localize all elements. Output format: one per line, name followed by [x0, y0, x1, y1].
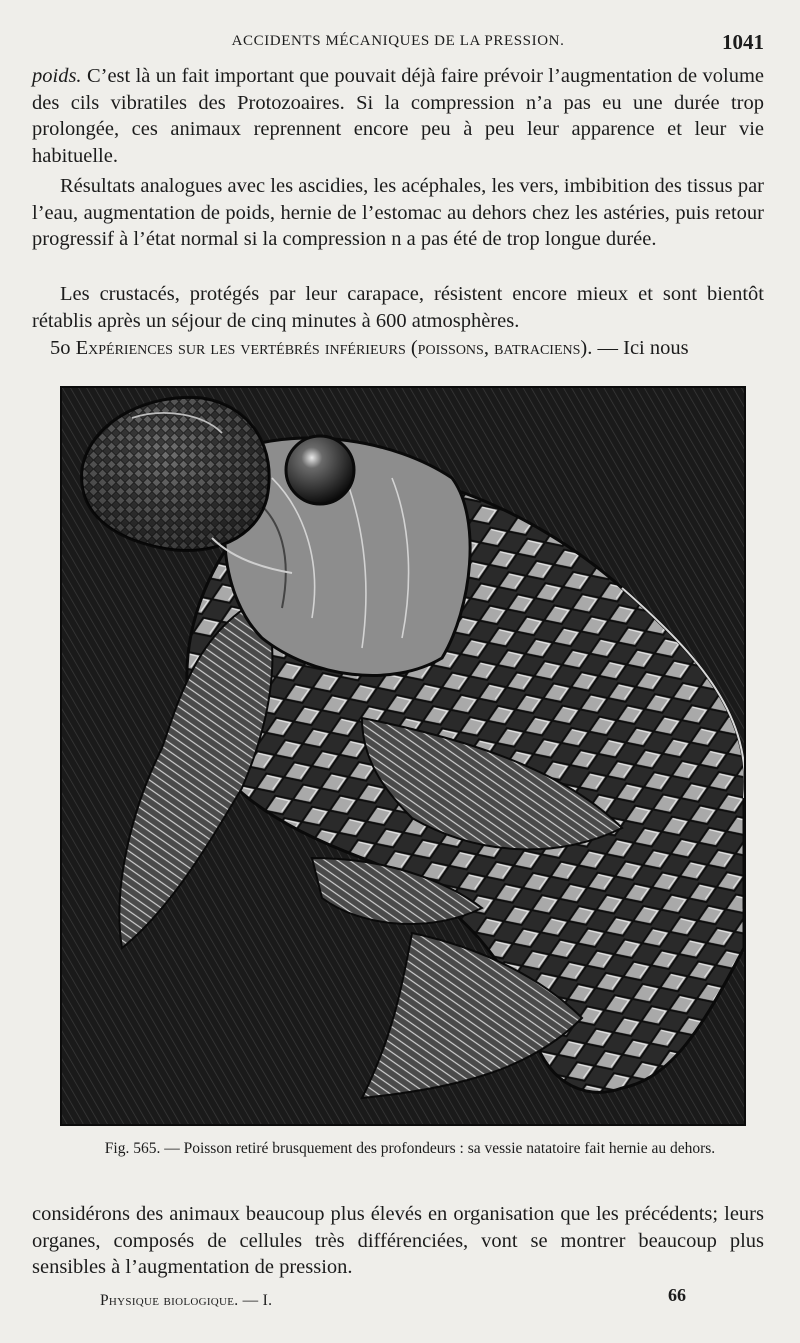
fish-illustration [62, 388, 744, 1124]
paragraph-1-lead: poids. [32, 65, 82, 87]
running-title: ACCIDENTS MÉCANIQUES DE LA PRESSION. [231, 33, 565, 49]
figure-caption: Fig. 565. — Poisson retiré brusquement des profondeurs : sa vessie natatoire fait hernie au dehors. [104, 1140, 716, 1157]
section-number: 5o [50, 337, 71, 359]
page-number: 1041 [722, 30, 764, 54]
paragraph-5: considérons des animaux beaucoup plus élevés en organisation que les précédents; leurs organes, composés de cellules très différenciées, vont se montrer beaucoup plus sensibles à l’augmentation de pression. [32, 1203, 764, 1278]
section-heading: Expériences sur les vertébrés inférieurs (poissons, batraciens). [75, 337, 593, 359]
signature-number: 66 [668, 1285, 686, 1305]
paragraph-4-text: — Ici nous [592, 337, 689, 359]
fish-eye [286, 436, 354, 504]
paragraph-4 [32, 335, 764, 362]
paragraph-1 [32, 63, 764, 169]
fish-engraving [60, 386, 746, 1126]
page-footer [100, 1282, 700, 1312]
running-head [32, 30, 764, 56]
paragraph-1-text: C’est là un fait important que pouvait déjà faire prévoir l’augmentation de volume des cils vibratiles des Protozoaires. Si la compression n’a pas eu une durée trop prolongée, ces animaux reprennent encore peu à peu leur apparence et leur vie habituelle. [32, 65, 764, 167]
book-title-signature: Physique biologique. — I. [100, 1292, 273, 1309]
paragraph-2: Résultats analogues avec les ascidies, les acéphales, les vers, imbibition des tissus par l’eau, augmentation de poids, hernie de l’estomac au dehors chez les astéries, puis retour progressif à l’état normal si la compression n a pas été de trop longue durée. [32, 175, 764, 250]
paragraph-3: Les crustacés, protégés par leur carapace, résistent encore mieux et sont bientôt rétablis après un séjour de cinq minutes à 600 atmosphères. [32, 283, 764, 332]
